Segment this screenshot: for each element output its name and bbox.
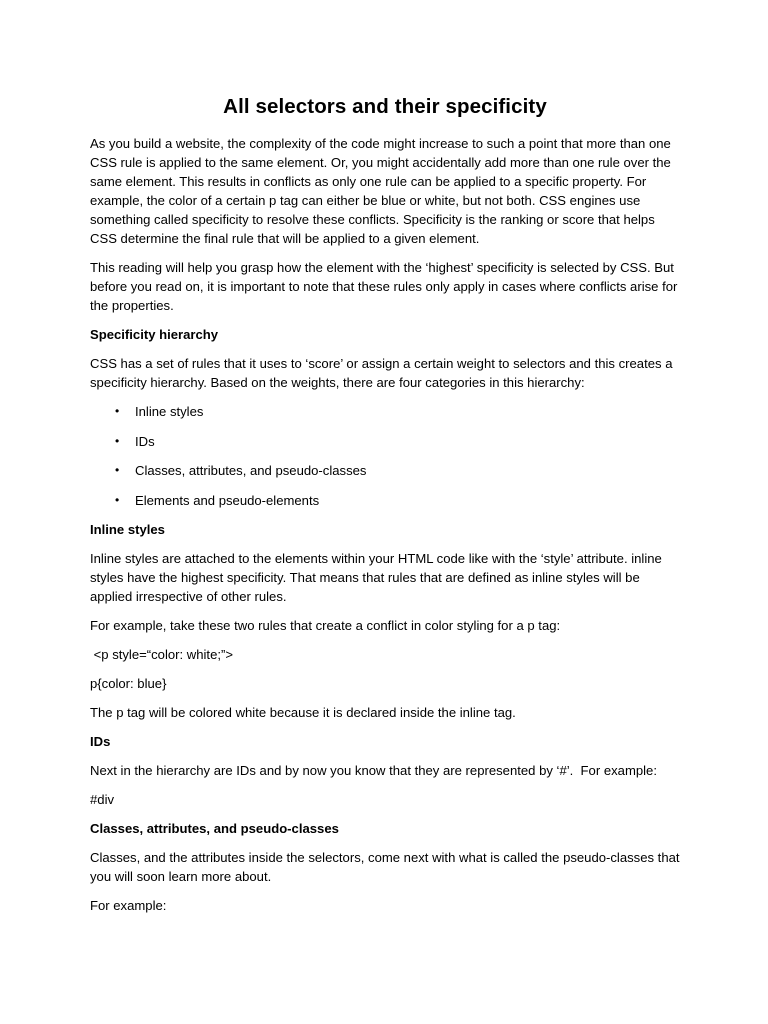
- classes-paragraph: Classes, and the attributes inside the selectors, come next with what is called the pseudo-classes that you will soon learn more about.: [90, 850, 680, 884]
- inline-styles-paragraph: Inline styles are attached to the elements within your HTML code like with the ‘style’ attribute. inline styles have the highest specificity. That means that rules that are defined as inline styles will be applied irrespective of other rules.: [90, 551, 662, 604]
- intro-paragraph: As you build a website, the complexity of the code might increase to such a point that more than one CSS rule is applied to the same element. Or, you might accidentally add more than one rule over the same element. This results in conflicts as only one rule can be applied to a specific property. For example, the color of a certain p tag can either be blue or white, but not both. CSS engines use something called specificity to resolve these conflicts. Specificity is the ranking or score that helps CSS determine the final rule that will be applied to a given element.: [90, 136, 671, 246]
- section-heading-classes: Classes, attributes, and pseudo-classes: [90, 821, 339, 836]
- document-title: All selectors and their specificity: [223, 95, 547, 118]
- code-example-p-rule: p{color: blue}: [90, 676, 167, 691]
- bullet-icon: •: [115, 463, 120, 477]
- section-heading-specificity-hierarchy: Specificity hierarchy: [90, 327, 219, 342]
- section-heading-inline-styles: Inline styles: [90, 522, 165, 537]
- list-item-label: Classes, attributes, and pseudo-classes: [135, 463, 367, 478]
- bullet-icon: •: [115, 404, 120, 418]
- ids-paragraph: Next in the hierarchy are IDs and by now you know that they are represented by ‘#’. For example:: [90, 763, 657, 778]
- list-item-label: Inline styles: [135, 404, 204, 419]
- hierarchy-list: [90, 402, 680, 510]
- inline-styles-example-intro: For example, take these two rules that create a conflict in color styling for a p tag:: [90, 618, 561, 633]
- intro-paragraph: This reading will help you grasp how the element with the ‘highest’ specificity is selected by CSS. But before you read on, it is important to note that these rules only apply in cases where conflicts arise for the properties.: [90, 260, 678, 313]
- list-item-label: Elements and pseudo-elements: [135, 492, 320, 508]
- classes-example-intro: For example:: [90, 898, 167, 913]
- code-example-inline: <p style=“color: white;”>: [90, 647, 234, 662]
- hierarchy-paragraph: CSS has a set of rules that it uses to ‘score’ or assign a certain weight to selectors and this creates a specificity hierarchy. Based on the weights, there are four categories in this hierarchy:: [90, 356, 673, 390]
- list-item: [90, 491, 680, 510]
- list-item: [90, 402, 680, 421]
- list-item: [90, 432, 680, 451]
- list-item-label: IDs: [135, 433, 155, 449]
- document-page: [90, 94, 680, 925]
- code-example-id: #div: [90, 792, 115, 807]
- section-heading-ids: IDs: [90, 734, 111, 749]
- list-item: [90, 461, 680, 480]
- bullet-icon: •: [115, 433, 120, 448]
- bullet-icon: •: [115, 492, 120, 507]
- inline-styles-conclusion: The p tag will be colored white because it is declared inside the inline tag.: [90, 705, 516, 720]
